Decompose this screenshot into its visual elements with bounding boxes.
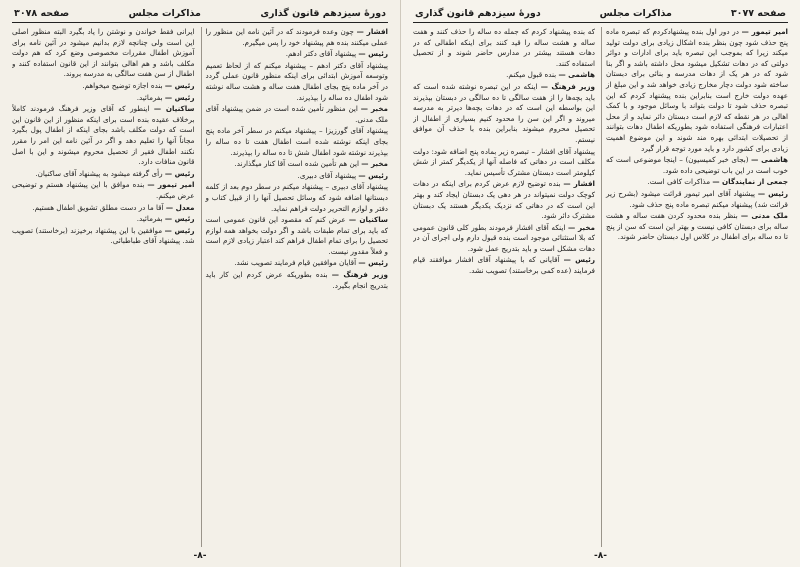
speaker-name: معدل — [165, 202, 195, 212]
speech-text: بنده توضیح لازم عرض کردم برای اینکه در دهات کوچک دولت نمیتواند در هر دهی یک دبستان ایجاد کند و بهتر این است که در دهاتی که نزدیک یکدیگر هستند یک دبستان مشترک دائر شود. [413, 179, 595, 221]
speaker-name: رئیس — [358, 170, 388, 180]
speech-paragraph [206, 171, 389, 182]
page-header [413, 8, 788, 23]
speech-text: عرض کنم که مقصود این قانون عمومی است که باید برای تمام طبقات باشد و اگر دولت بخواهد همه لوازم تحصیل را برای تمام اطفال فراهم کند اعتبار زیادی لازم است و فعلاً مقدور نیست. [205, 215, 388, 256]
speaker-name: هاشمی — [558, 70, 595, 80]
speech-text: اینطور که آقای وزیر فرهنگ فرمودند کاملاً برخلاف عقیده بنده است برای اینکه منظور از این قانون این است که دولت مکلف باشد بجای اینکه از اطفال پول بگیرد مجاناً آنها را تعلیم دهد و اگر در آئین نامه این امر را مقرر نکنند اطفال فقیر از تحصیل محروم میشوند و این با اصل قانون منافات دارد. [12, 104, 195, 167]
speech-text: ایرانی فقط خواندن و نوشتن را یاد بگیرد البته منظور اصلی این است ولی چنانچه لازم بدانیم میشود در آئین نامه برای آموزش اطفال مقررات مخصوصی وضع کرد که هم دولت مکلف باشد و هم اهالی بتوانند از این قانون استفاده کنند و اطفال از سن هفت سالگی به مدرسه بروند. [12, 27, 195, 79]
speech-paragraph [12, 104, 195, 168]
speaker-name: امیر تیمور — [741, 27, 788, 36]
speech-paragraph [12, 203, 195, 214]
speech-paragraph [413, 27, 595, 69]
header-title: دورهٔ سیزدهم قانون گذاری [415, 8, 541, 19]
column-left [12, 27, 195, 547]
speech-text: پیشنهاد آقای امیر تیمور قرائت میشود (بشرح زیر قرائت شد) پیشنهاد میکنم تبصره ماده پنج حذف شود. [606, 188, 788, 209]
speech-paragraph [206, 61, 389, 103]
speech-text: بنده قبول میکنم. [506, 70, 557, 80]
speech-paragraph [606, 177, 788, 188]
speaker-name: رئیس — [358, 258, 388, 268]
header-title: دورهٔ سیزدهم قانون گذاری [260, 8, 386, 19]
speaker-name: افشار — [356, 27, 388, 36]
speech-text: بفرمائید. [136, 214, 163, 224]
speech-text: رأی گرفته میشود به پیشنهاد آقای ساکنیان. [35, 168, 163, 178]
speech-paragraph [12, 27, 195, 80]
speaker-name: رئیس — [358, 49, 388, 59]
speech-paragraph [606, 211, 788, 243]
speaker-name: رئیس — [164, 168, 195, 178]
column-right [201, 27, 389, 547]
speech-text: این منظور تأمین شده است در ضمن پیشنهاد آقای ملک مدنی. [205, 104, 388, 124]
speech-paragraph [206, 104, 389, 125]
header-section: مذاکرات مجلس [599, 8, 672, 19]
speech-paragraph [413, 82, 595, 146]
speech-paragraph [12, 214, 195, 225]
column-left [413, 27, 595, 547]
speech-text: پیشنهاد آقای دبیری – پیشنهاد میکنم در سطر دوم بعد از کلمه دبستانها اضافه شود که وسائل تحصیل آنها را از قبیل کتاب و دفتر و لوازم التحریر دولت فراهم نماید. [205, 182, 388, 213]
page-3077 [400, 0, 800, 567]
speech-paragraph [413, 255, 595, 276]
speech-paragraph [206, 182, 389, 214]
speaker-name: ملک مدنی — [740, 211, 788, 221]
header-page-number: صفحه ۳۰۷۷ [730, 8, 786, 19]
speech-text: موافقین با این پیشنهاد برخیزند (برخاستند) تصویب شد. پیشنهاد آقای طباطبائی. [12, 225, 195, 246]
speaker-name: وزیر فرهنگ — [540, 81, 595, 91]
speech-paragraph [606, 27, 788, 154]
speaker-name: امیر تیمور — [147, 180, 195, 190]
speech-text: (بجای خبر کمیسیون) – اینجا موضوعی است که خوب است در این باب توضیحی داده شود. [606, 155, 788, 175]
speech-text: در دور اول بنده پیشنهادکردم که تبصره ماده پنج حذف شود چون بنظر بنده اشکال زیادی برای دولت تولید میکند زیرا که بموجب این تبصره باید برای ادارات و دوائر دولتی که در دهات تشکیل میشود محل داشته باشد و اگر بنا شود که در هر یک از دهات مدرسه و بنائی برای دبستان ساخته شود دولت دچار مخارج زیادی خواهد شد و این مبلغ از عهده دولت خارج است بنابراین بنده پیشنهاد کردم که این تبصره حذف شود تا دولت بتواند با وسائل موجود و با کمک اهالی در هر نقطه که لازم است دبستان دائر نماید و از محل اعتبارات فرهنگی استفاده شود بطوریکه اطفال دهات بتوانند از تحصیلات ابتدائی بهره مند شوند و این موضوع اهمیت زیادی برای کشور دارد و باید مورد توجه قرار گیرد [606, 27, 788, 153]
speaker-name: ساکنیان — [153, 104, 195, 114]
speech-paragraph [413, 70, 595, 81]
speech-paragraph [12, 81, 195, 92]
speech-text: پیشنهاد آقای گورزیزا – پیشنهاد میکنم در سطر آخر ماده پنج بجای اینکه نوشته شده است اطفال هفت تا ده ساله را بپذیرند نوشته شود اطفال شش تا ده ساله را بپذیرند. [205, 126, 388, 157]
page-footer: -۸- [594, 551, 607, 561]
speech-paragraph [12, 226, 195, 247]
speaker-name: مخبر — [360, 104, 388, 114]
speech-paragraph [413, 147, 595, 179]
speech-paragraph [206, 126, 389, 158]
speaker-name: رئیس — [757, 188, 788, 198]
speech-paragraph [206, 215, 389, 257]
speaker-name: رئیس — [164, 92, 195, 102]
speech-text: بفرمائید. [136, 92, 163, 102]
speech-text: پیشنهاد آقای دکتر ادهم. [285, 49, 357, 59]
speaker-name: جمعی از نمایندگان — [712, 177, 788, 187]
speaker-name: رئیس — [164, 214, 195, 224]
header-section: مذاکرات مجلس [128, 8, 201, 19]
speaker-name: رئیس — [164, 80, 195, 90]
speech-paragraph [206, 159, 389, 170]
speech-text: آقایان موافقین قیام فرمایند تصویب نشد. [234, 258, 357, 268]
speech-text: آقا ما در دست مطلق تشویق اطفال هستیم. [32, 202, 164, 212]
speech-text: مذاکرات کافی است. [647, 177, 711, 187]
speech-text: پیشنهاد آقای افشار – تبصره زیر بماده پنج اضافه شود: دولت مکلف است در دهاتی که فاصله آنها از یکدیگر کمتر از شش کیلومتر است دبستان مشترک تأسیس نماید. [413, 146, 595, 177]
speaker-name: رئیس — [563, 255, 595, 265]
speech-text: اینکه آقای افشار فرمودند بطور کلی قانون عمومی که بلا استثنائی موجود است بنده قبول دارم ولی اجرای آن در دهات مشکل است و باید بتدریج عمل شود. [413, 222, 595, 253]
speech-text: این هم تأمین شده است آقا کنار میگذارند. [234, 159, 359, 169]
speech-text: که بنده پیشنهاد کردم که جمله ده ساله را حذف کنند و هفت ساله و هشت ساله را قید کنند برای اینکه اطفالی که در دهات هستند بیشتر در مدارس حاضر شوند و از تحصیل استفاده کنند. [413, 27, 595, 68]
speech-paragraph [12, 169, 195, 180]
page-columns [413, 27, 788, 547]
speech-paragraph [606, 155, 788, 176]
speech-text: بنده موافق با این پیشنهاد هستم و توضیحی عرض میکنم. [12, 180, 195, 200]
speech-text: چون وعده فرمودند که در آئین نامه این منظور را عملی میکنند بنده هم پیشنهاد خود را پس میگیرم. [205, 27, 388, 47]
speech-paragraph [12, 93, 195, 104]
speech-paragraph [206, 270, 389, 291]
speaker-name: وزیر فرهنگ — [331, 270, 388, 280]
page-header [12, 8, 388, 23]
speech-paragraph [206, 49, 389, 60]
speaker-name: مخبر — [567, 222, 595, 232]
speech-text: بنده اجازه توضیح میخواهم. [82, 80, 163, 90]
speech-paragraph [206, 258, 389, 269]
speech-paragraph [413, 223, 595, 255]
header-page-number: صفحه ۳۰۷۸ [14, 8, 70, 19]
speech-text: پیشنهاد آقای دبیری. [297, 170, 357, 180]
speech-paragraph [606, 189, 788, 210]
speaker-name: ساکنیان — [348, 215, 388, 225]
speaker-name: هاشمی — [751, 155, 788, 165]
speech-text: بنظر بنده محدود کردن هفت ساله و هشت ساله برای دبستان کافی نیست و بهتر این است که سن از پنج تا ده ساله برای اطفال در کلاس اول دبستان حاضر شوند. [606, 211, 788, 242]
speech-text: آقایانی که با پیشنهاد آقای افشار موافقند قیام فرمایند (عده کمی برخاستند) تصویب نشد. [413, 255, 595, 276]
speech-paragraph [12, 180, 195, 201]
speech-text: پیشنهاد آقای دکتر ادهم – پیشنهاد میکنم که از لحاظ تعمیم وتوسعه آموزش ابتدائی برای اینکه منظور قانون عملی گردد در آخر ماده پنج بجای اطفال هفت ساله و هشت ساله نوشته شود اطفال ده ساله را بپذیرند. [205, 60, 388, 102]
speech-paragraph [206, 27, 389, 48]
page-footer: -۸- [193, 551, 207, 561]
speech-text: بنده بطوریکه عرض کردم این کار باید بتدریج انجام بگیرد. [205, 270, 388, 290]
speech-text: اینکه در این تبصره نوشته شده است که باید بچه‌ها را از هفت سالگی تا ده سالگی در دبستان بپذیرند این بواسطه این است که در دهات بچه‌ها دیرتر به مدرسه میروند و اگر این سن را محدود کنیم بسیاری از اطفال از تحصیل محروم میشوند بنابراین بنده با حذف آن موافق نیستم. [413, 81, 595, 144]
speaker-name: مخبر — [361, 159, 388, 169]
speaker-name: افشار — [563, 179, 595, 189]
page-columns [12, 27, 388, 547]
column-right [601, 27, 788, 547]
speech-paragraph [413, 179, 595, 221]
speaker-name: رئیس — [164, 225, 195, 235]
